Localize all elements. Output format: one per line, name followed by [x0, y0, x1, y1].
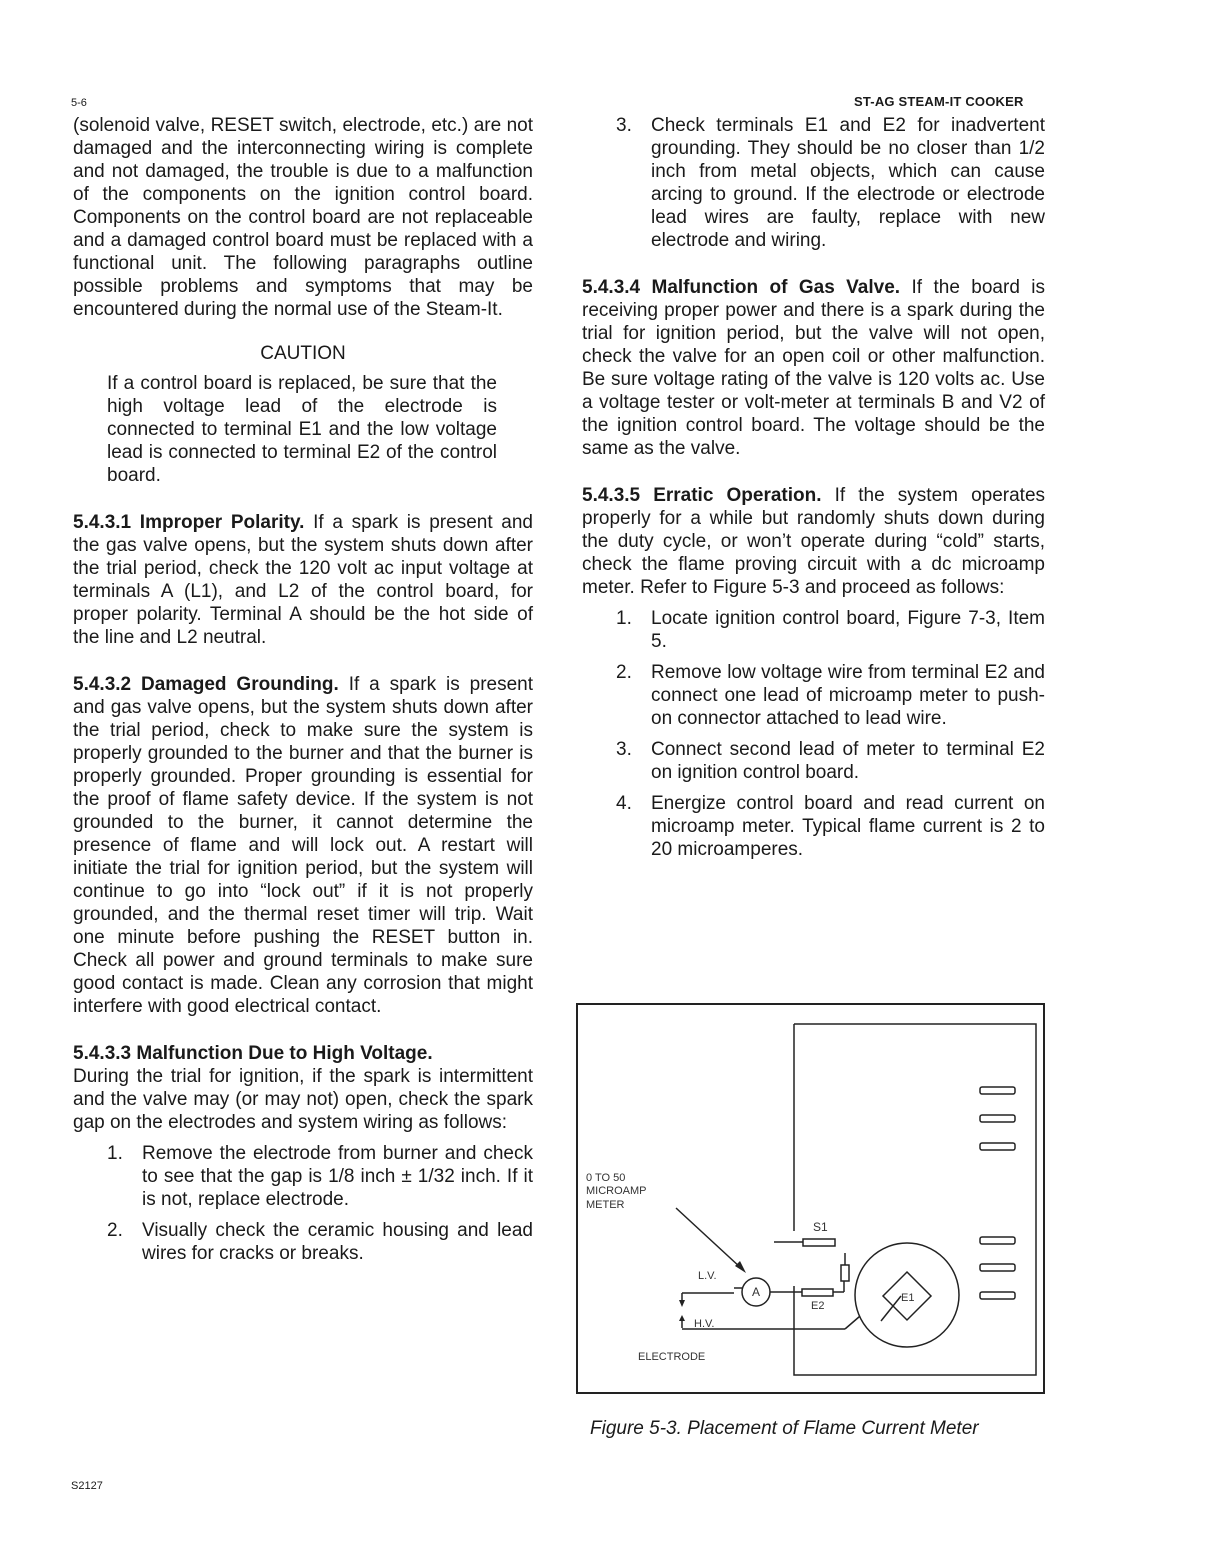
- section-damaged-grounding: [73, 673, 533, 1018]
- hv-label: H.V.: [694, 1318, 715, 1330]
- document-title: ST-AG STEAM-IT COOKER: [854, 94, 1024, 109]
- list-number: 3.: [616, 115, 632, 136]
- section-heading: 5.4.3.4 Malfunction of Gas Valve.: [582, 277, 901, 298]
- board-terminal: [980, 1115, 1015, 1122]
- caution-text: If a control board is replaced, be sure that the high voltage lead of the electrode is connected to terminal E1 and the low voltage lead is connected to terminal E2 of the control board.: [107, 373, 497, 486]
- meter-label-line-2: MICROAMP: [586, 1185, 647, 1197]
- meter-label-line-1: 0 TO 50: [586, 1172, 626, 1184]
- hv-arrow: [679, 1315, 685, 1321]
- section-heading: 5.4.3.1 Improper Polarity.: [73, 512, 305, 533]
- section-text: If a spark is present and gas valve opens, but the system shuts down after the trial period, check to make sure the system is properly grounded to the burner and that the burner is properly grounded. Proper grounding is essential for the proof of flame safety device. If the system is not grounded to the burner, it cannot determine the presence of flame and will lock out. A restart will initiate the trial for ignition period, but the system will continue to go into “lock out” if it is not properly grounded, and the thermal reset timer will trip. Wait one minute before pushing the RESET button in. Check all power and ground terminals to make sure good contact is made. Clean any corrosion that might interfere with good electrical contact.: [73, 674, 534, 1017]
- figure-caption: Figure 5-3. Placement of Flame Current Meter: [590, 1418, 979, 1439]
- list-item: [582, 792, 1045, 861]
- section-text: During the trial for ignition, if the spark is intermittent and the valve may (or may not) open, check the spark gap on the electrodes and system wiring as follows:: [73, 1066, 533, 1133]
- list-number: 2.: [107, 1220, 123, 1241]
- meter-label-line-3: METER: [586, 1199, 625, 1211]
- intro-paragraph: (solenoid valve, RESET switch, electrode, etc.) are not damaged and the interconnecting wiring is complete and not damaged, the trouble is due to a malfunction of the components on the ignition control board. Components on the control board are not replaceable and a damaged control board must be replaced with a functional unit. The following paragraphs outline possible problems and symptoms that may be encountered during the normal use of the Steam-It.: [73, 115, 533, 320]
- board-terminal: [980, 1264, 1015, 1271]
- list-number: 4.: [616, 793, 632, 814]
- list-text: Check terminals E1 and E2 for inadvertent grounding. They should be no closer than 1/2 inch from metal objects, which can cause arcing to ground. If the electrode or electrode lead wires are faulty, replace with new electrode and wiring.: [651, 115, 1045, 251]
- meter-symbol-label: A: [751, 1285, 761, 1299]
- list-item: [582, 661, 1045, 730]
- connector-symbol: [841, 1265, 849, 1281]
- lv-arrow: [679, 1300, 685, 1307]
- section-erratic-operation: [582, 484, 1045, 861]
- meter-pointer-line: [676, 1208, 741, 1268]
- section-gas-valve: [582, 276, 1045, 460]
- figure-flame-current-meter: [576, 1003, 1046, 1395]
- list-number: 3.: [616, 739, 632, 760]
- board-terminal: [980, 1087, 1015, 1094]
- s1-terminal: [803, 1239, 835, 1246]
- erratic-operation-steps: [582, 607, 1045, 861]
- right-column: [582, 114, 1045, 869]
- figure-frame: [577, 1004, 1044, 1393]
- lv-label: L.V.: [698, 1270, 717, 1282]
- e2-terminal: [802, 1289, 833, 1296]
- list-item: [582, 738, 1045, 784]
- section-high-voltage: [73, 1042, 533, 1265]
- section-text: If the system operates properly for a while but randomly shuts down during the duty cycle, or won’t operate during “cold” starts, check the flame proving circuit with a dc microamp meter. Refer to Figure 5-3 and proceed as follows:: [582, 485, 1046, 598]
- list-text: Energize control board and read current on microamp meter. Typical flame current is 2 to 20 microamperes.: [651, 793, 1045, 860]
- list-text: Remove low voltage wire from terminal E2 and connect one lead of microamp meter to push-on connector attached to lead wire.: [651, 662, 1045, 729]
- high-voltage-steps-continued: [582, 114, 1045, 252]
- list-number: 1.: [107, 1143, 123, 1164]
- board-terminal: [980, 1143, 1015, 1150]
- list-number: 1.: [616, 608, 632, 629]
- section-heading: 5.4.3.3 Malfunction Due to High Voltage.: [73, 1043, 433, 1064]
- section-paragraph: [582, 484, 1045, 599]
- section-heading: 5.4.3.5 Erratic Operation.: [582, 485, 822, 506]
- high-voltage-steps: [73, 1142, 533, 1265]
- section-improper-polarity: [73, 511, 533, 649]
- section-text: If the board is receiving proper power and there is a spark during the trial for ignition period, but the valve will not open, check the valve for an open coil or other malfunction. Be sure voltage rating of the valve is 120 volts ac. Use a voltage tester or volt-meter at terminals B and V2 of the ignition control board. The voltage should be the same as the valve.: [582, 277, 1046, 459]
- list-item: [582, 114, 1045, 252]
- list-item: [73, 1219, 533, 1265]
- list-item: [73, 1142, 533, 1211]
- section-heading: 5.4.3.2 Damaged Grounding.: [73, 674, 339, 695]
- board-terminal: [980, 1237, 1015, 1244]
- caution-heading: CAUTION: [260, 343, 346, 364]
- list-text: Remove the electrode from burner and check to see that the gap is 1/8 inch ± 1/32 inch. If it is not, replace electrode.: [142, 1143, 533, 1210]
- page-number: 5-6: [71, 97, 87, 109]
- list-number: 2.: [616, 662, 632, 683]
- e1-label: E1: [901, 1292, 915, 1304]
- list-text: Connect second lead of meter to terminal E2 on ignition control board.: [651, 739, 1045, 783]
- section-text: If a spark is present and the gas valve opens, but the system shuts down after the trial period, check the 120 volt ac input voltage at terminals A (L1), and L2 of the control board, for proper polarity. Terminal A should be the hot side of the line and L2 neutral.: [73, 512, 533, 648]
- s1-label: S1: [813, 1220, 828, 1234]
- document-code: S2127: [71, 1480, 103, 1492]
- board-terminal: [980, 1292, 1015, 1299]
- e2-label: E2: [811, 1300, 825, 1312]
- left-column: [73, 114, 533, 1273]
- electrode-label: ELECTRODE: [638, 1351, 706, 1363]
- wiring-diagram: [576, 1003, 1046, 1395]
- list-item: [582, 607, 1045, 653]
- meter-pointer-arrow: [735, 1261, 746, 1273]
- list-text: Locate ignition control board, Figure 7-3, Item 5.: [651, 608, 1045, 652]
- list-text: Visually check the ceramic housing and lead wires for cracks or breaks.: [142, 1220, 533, 1264]
